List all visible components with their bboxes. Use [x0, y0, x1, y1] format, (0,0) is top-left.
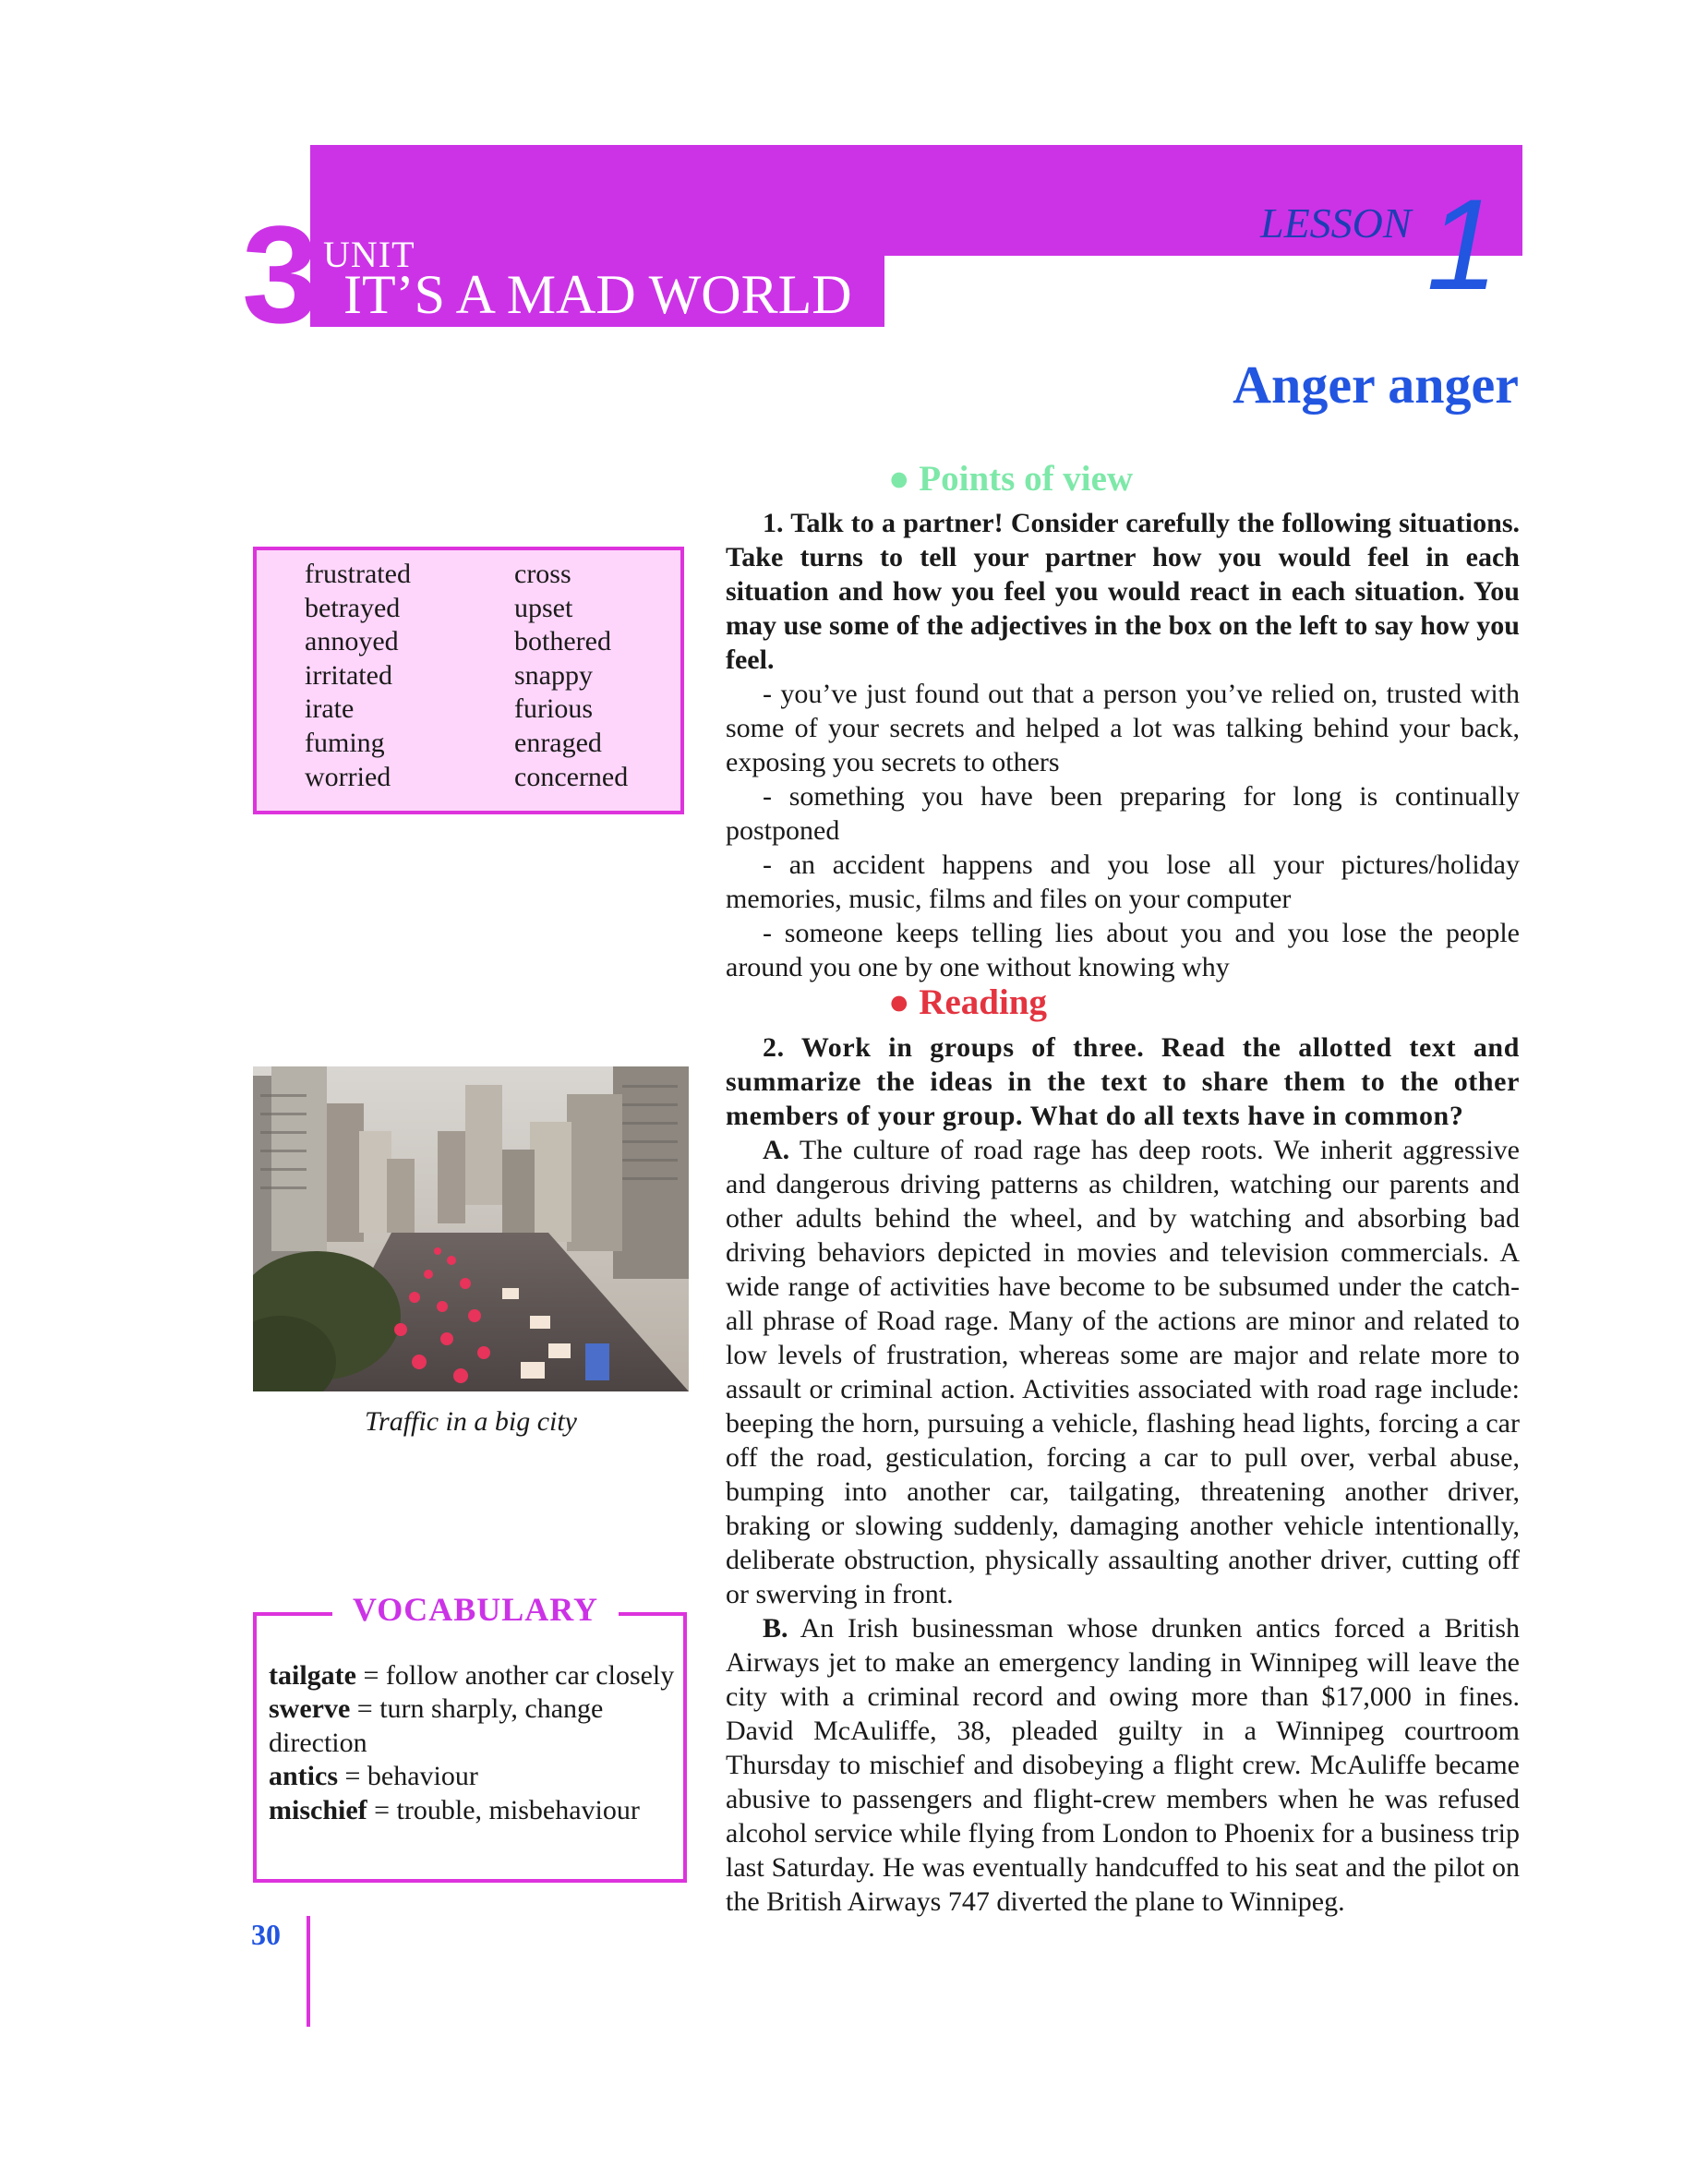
adjective: enraged	[514, 727, 602, 758]
points-of-view-section	[726, 506, 1520, 984]
adjective: snappy	[514, 659, 593, 691]
adjective: frustrated	[305, 559, 411, 589]
adjective: annoyed	[305, 626, 399, 657]
vocabulary-term: tailgate	[269, 1660, 356, 1691]
reading-text-a	[726, 1133, 1520, 1611]
vocabulary-entry	[269, 1692, 675, 1760]
text-b-label: B.	[763, 1613, 788, 1644]
text-a-label: A.	[763, 1135, 790, 1165]
adjective: upset	[514, 592, 573, 623]
vocabulary-definition: = behaviour	[338, 1761, 478, 1792]
vocabulary-entry	[269, 1760, 675, 1793]
adjective: furious	[514, 693, 593, 725]
text-b-body: An Irish businessman whose drunken antics forced a British Airways jet to make an emergency landing in Winnipeg will leave the city with a criminal record and owing more than $17,000 in fines. David McAuliffe, 38, pleaded guilty in a Winnipeg courtroom Thursday to mischief and disobeying a flight crew. McAuliffe became abusive to passengers and flight-crew members when he was refused alcohol service while flying from London to Phoenix for a business trip last Saturday. He was eventually handcuffed to his seat and the pilot on the British Airways 747 diverted the plane to Winnipeg.	[726, 1613, 1520, 1917]
exercise-2-instruction: 2. Work in groups of three. Read the allotted text and summarize the ideas in the text to share them to the other members of your group. What do all texts have in common?	[726, 1032, 1520, 1131]
vocabulary-term: antics	[269, 1761, 338, 1792]
adjective: irate	[305, 693, 355, 725]
unit-number: 3	[242, 197, 316, 352]
reading-heading: ● Reading	[888, 982, 1047, 1022]
vocabulary-definition: = turn sharply, change direction	[269, 1693, 604, 1758]
adjectives-column-2	[514, 558, 628, 794]
lesson-number: 1	[1426, 172, 1498, 317]
situation-item: - something you have been preparing for long is continually postponed	[726, 781, 1520, 846]
adjectives-column-1	[305, 558, 411, 794]
adjective: worried	[305, 761, 391, 792]
unit-label: UNIT	[323, 234, 415, 275]
adjective: fuming	[305, 727, 385, 758]
traffic-photo	[253, 1066, 689, 1391]
unit-title: IT’S A MAD WORLD	[343, 264, 852, 325]
page-number: 30	[251, 1918, 281, 1951]
situation-item: - an accident happens and you lose all your pictures/holiday memories, music, films and files on your computer	[726, 849, 1520, 914]
vocabulary-list	[269, 1659, 675, 1827]
adjective: concerned	[514, 761, 629, 792]
vocabulary-entry	[269, 1794, 675, 1827]
adjective: cross	[514, 559, 571, 589]
points-of-view-heading: ● Points of view	[888, 459, 1134, 499]
adjective: bothered	[514, 626, 611, 657]
reading-section	[726, 1030, 1520, 1919]
reading-text-b	[726, 1611, 1520, 1919]
vocabulary-definition: = trouble, misbehaviour	[367, 1794, 640, 1825]
vocabulary-term: mischief	[269, 1794, 367, 1825]
photo-caption: Traffic in a big city	[365, 1406, 577, 1437]
text-a-body: The culture of road rage has deep roots. We inherit aggressive and dangerous driving patterns as children, watching our parents and other adults behind the wheel, and by watching and absorbing bad driving behaviors depicted in movies and television commercials. A wide range of activities have become to be subsumed under the catch-all phrase of Road rage. Many of the actions are minor and related to low levels of frustration, whereas some are major and relate more to assault or criminal action. Activities associated with road rage include: beeping the horn, pursuing a vehicle, flashing head lights, forcing a car off the road, gesticulation, forcing a car to pull over, verbal abuse, bumping into another car, tailgating, threatening another driver, braking or slowing suddenly, damaging another vehicle intentionally, deliberate obstruction, physically assaulting another driver, cutting off or swerving in front.	[726, 1135, 1520, 1609]
page-number-rule	[307, 1916, 310, 2027]
lesson-label: LESSON	[1260, 199, 1412, 247]
exercise-1-instruction: 1. Talk to a partner! Consider carefully the following situations. Take turns to tell your partner how you would feel in each situation and how you feel you would react in each situation. You may use some of the adjectives in the box on the left to say how you feel.	[726, 508, 1520, 675]
situation-item: - you’ve just found out that a person you’ve relied on, trusted with some of your secrets and helped a lot was talking behind your back, exposing you secrets to others	[726, 679, 1520, 777]
vocabulary-term: swerve	[269, 1693, 351, 1725]
lesson-title: Anger anger	[1233, 355, 1519, 415]
vocabulary-title: VOCABULARY	[332, 1590, 619, 1629]
vocabulary-entry	[269, 1659, 675, 1692]
adjective: irritated	[305, 659, 392, 691]
adjective: betrayed	[305, 592, 401, 623]
situation-item: - someone keeps telling lies about you and you lose the people around you one by one without knowing why	[726, 918, 1520, 982]
vocabulary-definition: = follow another car closely	[355, 1660, 675, 1691]
